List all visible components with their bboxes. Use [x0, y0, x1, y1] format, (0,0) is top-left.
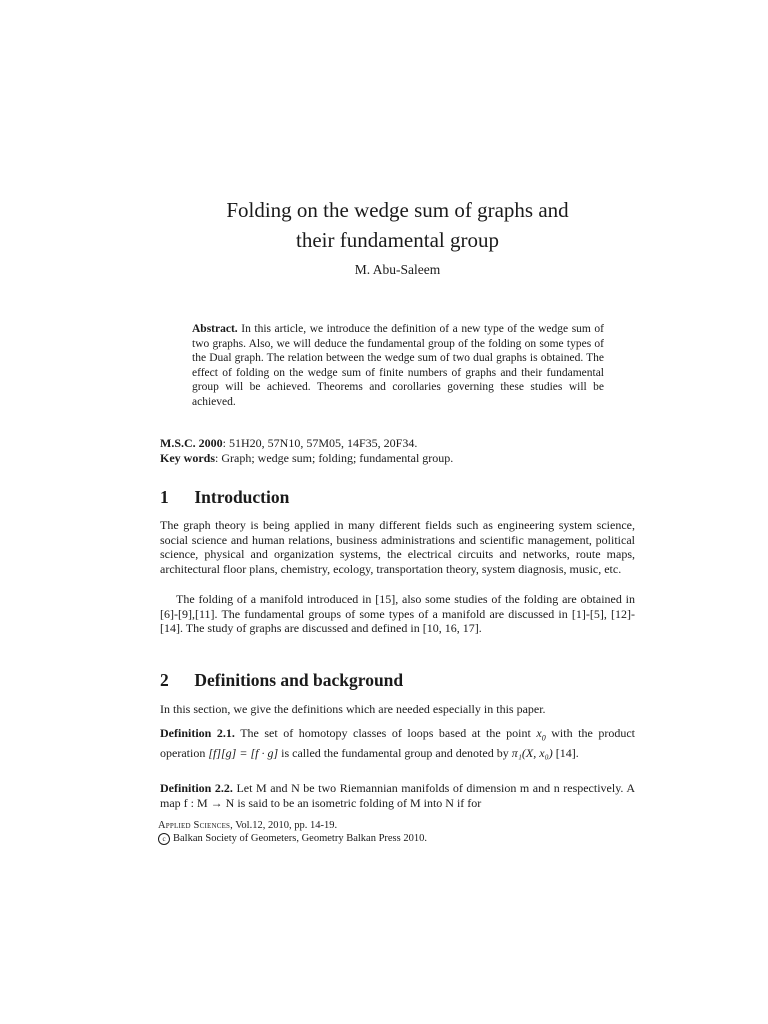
keywords-label: Key words: [160, 451, 215, 465]
msc-label: M.S.C. 2000: [160, 436, 223, 450]
intro-paragraph-1: The graph theory is being applied in many different fields such as engineering system science, social science and human relations, business administrations and scientific management, political science, physical and organization systems, the electrical circuits and networks, route maps, architectural floor plans, chemistry, ecology, transportation theory, system diagnosis, music, etc.: [160, 518, 635, 576]
definitions-intro: In this section, we give the definitions which are needed especially in this paper.: [160, 702, 546, 716]
definition-text: [14].: [552, 745, 579, 760]
definition-text: Let M and N be two Riemannian manifolds of dimension m and n respectively. A map f : M → N is said to be an isometric folding of M into N if for: [160, 781, 635, 810]
definition-text: with the product operation: [160, 726, 635, 760]
title-line-2: their fundamental group: [296, 228, 499, 252]
publisher-text: Balkan Society of Geometers, Geometry Balkan Press 2010.: [173, 833, 427, 844]
keywords-line: [160, 451, 635, 466]
section-heading-introduction: [160, 487, 635, 508]
math-x0: [536, 726, 546, 743]
citation-line: [158, 819, 633, 832]
definition-text: is called the fundamental group and denoted by: [278, 745, 512, 760]
section-heading-definitions: [160, 670, 635, 691]
intro-paragraph-2: The folding of a manifold introduced in [15], also some studies of the folding are obtained in [6]-[9],[11]. The fundamental groups of some types of a manifold are discussed in [1]-[5], [12]-[14]. The study of graphs are discussed and defined in [10, 16, 17].: [160, 592, 635, 636]
paper-meta: [160, 436, 635, 466]
keywords-value: : Graph; wedge sum; folding; fundamental group.: [215, 451, 454, 465]
section-title: Introduction: [194, 487, 290, 507]
definition-2-2: [160, 781, 635, 810]
abstract: [192, 322, 604, 410]
definition-label: Definition 2.1.: [160, 726, 235, 740]
paper-title: [160, 195, 635, 255]
author-name: M. Abu-Saleem: [354, 262, 441, 277]
section-title: Definitions and background: [194, 670, 404, 690]
journal-name: Applied Sciences: [158, 820, 231, 831]
section-number: 1: [160, 487, 169, 507]
msc-line: [160, 436, 635, 451]
copyright-icon: c: [158, 833, 170, 845]
math-formula: [f][g] = [f · g]: [208, 745, 279, 760]
abstract-text: In this article, we introduce the definition of a new type of the wedge sum of two graphs. Also, we will deduce the fundamental group of the folding on some types of the Dual graph. The relation between the wedge sum of two dual graphs is obtained. The effect of folding on the wedge sum of finite numbers of graphs and their fundamental group will be achieved. Theorems and corollaries governing these studies will be achieved.: [192, 323, 605, 408]
msc-value: : 51H20, 57N10, 57M05, 14F35, 20F34.: [222, 436, 418, 450]
copyright-line: [158, 832, 633, 845]
definition-2-1: [160, 726, 635, 761]
section-number: 2: [160, 670, 169, 690]
definition-label: Definition 2.2.: [160, 781, 233, 795]
footer: [158, 819, 633, 845]
abstract-label: Abstract.: [192, 323, 238, 335]
math-subscript: 0: [541, 733, 546, 743]
math-x: x: [536, 726, 542, 740]
definition-text: The set of homotopy classes of loops based at the point: [234, 726, 537, 740]
math-pi: π₁(X, x₀): [511, 745, 553, 760]
title-line-1: Folding on the wedge sum of graphs and: [226, 198, 569, 222]
citation-text: , Vol.12, 2010, pp. 14-19.: [230, 820, 338, 831]
